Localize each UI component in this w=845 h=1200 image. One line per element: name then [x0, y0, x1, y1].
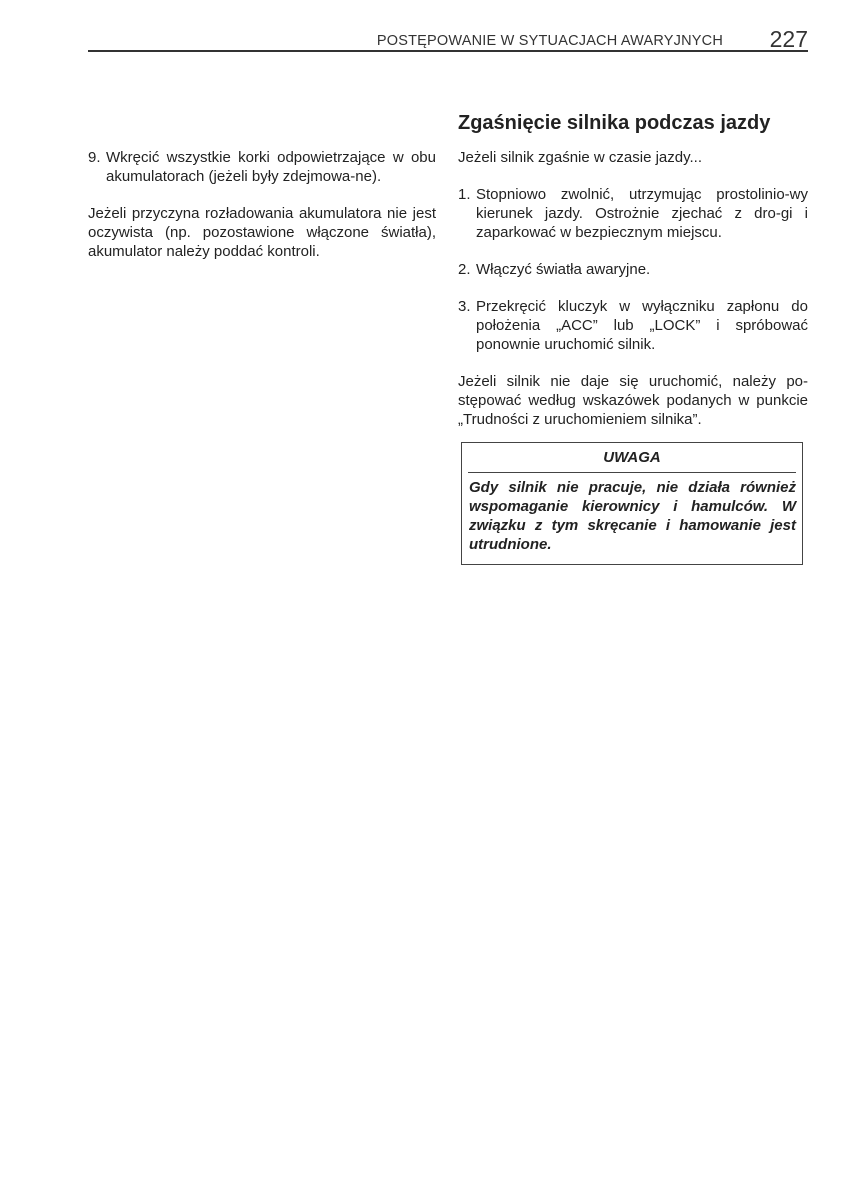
step-9 — [88, 148, 436, 186]
section-title: Zgaśnięcie silnika podczas jazdy — [458, 112, 771, 134]
page-number: 227 — [769, 26, 808, 52]
header-rule — [88, 50, 808, 52]
step-3 — [458, 297, 808, 354]
closing-paragraph: Jeżeli silnik nie daje się uruchomić, należy po-stępować według wskazówek podanych w punkcie „Trudności z uruchomieniem silnika”. — [458, 373, 808, 428]
step-number: 2. — [458, 261, 471, 278]
left-column — [88, 148, 436, 261]
step-2 — [458, 260, 808, 279]
step-text: Włączyć światła awaryjne. — [476, 261, 651, 278]
battery-check-paragraph: Jeżeli przyczyna rozładowania akumulatora nie jest oczywista (np. pozostawione włączone światła), akumulator należy poddać kontroli. — [88, 205, 436, 260]
intro-paragraph: Jeżeli silnik zgaśnie w czasie jazdy... — [458, 149, 702, 166]
step-number: 9. — [88, 149, 101, 166]
step-number: 3. — [458, 298, 471, 315]
step-1 — [458, 185, 808, 242]
step-text: Przekręcić kluczyk w wyłączniku zapłonu do położenia „ACC” lub „LOCK” i spróbować ponownie uruchomić silnik. — [476, 298, 808, 353]
step-number: 1. — [458, 186, 471, 203]
step-text: Stopniowo zwolnić, utrzymując prostolinio-wy kierunek jazdy. Ostrożnie zjechać z dro-gi i zaparkować w bezpiecznym miejscu. — [476, 186, 808, 241]
running-header-title: POSTĘPOWANIE W SYTUACJACH AWARYJNYCH — [376, 33, 723, 49]
right-column — [458, 110, 808, 565]
step-text: Wkręcić wszystkie korki odpowietrzające w obu akumulatorach (jeżeli były zdejmowa-ne). — [106, 149, 436, 185]
warning-title: UWAGA — [603, 449, 661, 466]
page-header — [88, 26, 808, 52]
warning-box — [461, 442, 803, 565]
warning-body: Gdy silnik nie pracuje, nie działa również wspomaganie kierownicy i hamulców. W związku z tym skręcanie i hamowanie jest utrudnione. — [469, 479, 796, 553]
